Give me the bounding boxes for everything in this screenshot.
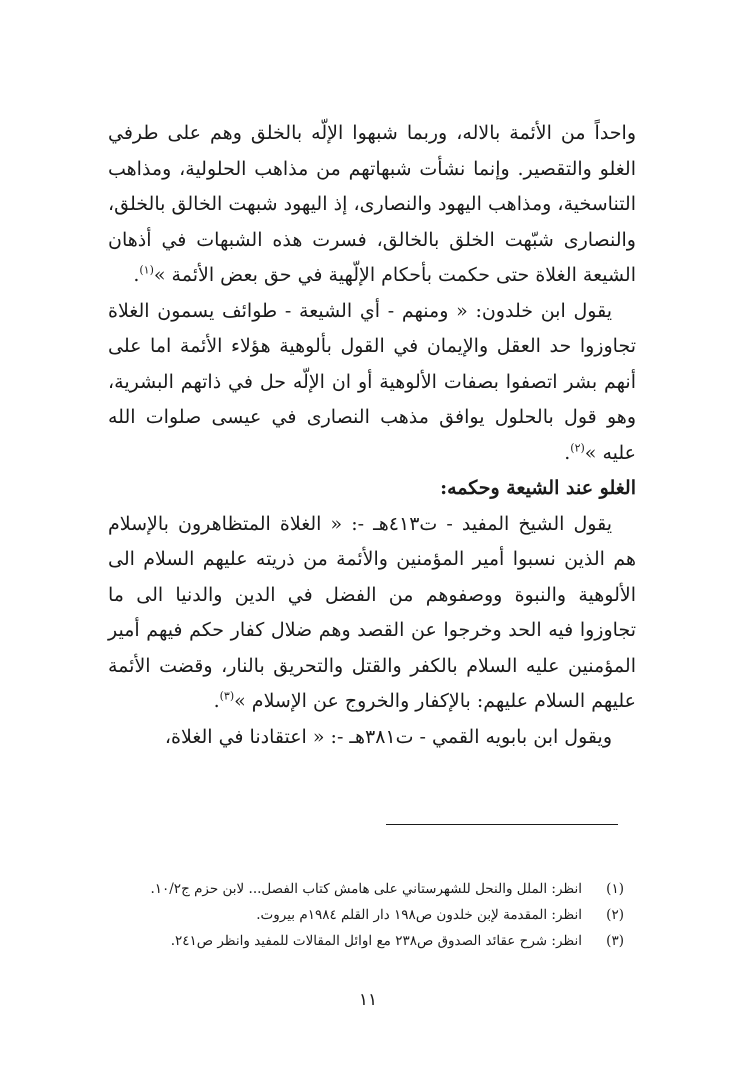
page-number: ١١ bbox=[358, 990, 378, 1010]
footnote-text: انظر: شرح عقائد الصدوق ص٢٣٨ مع اوائل المقالات للمفيد وانظر ص٢٤١. bbox=[170, 933, 582, 949]
footnote-ref-3[interactable]: (٣) bbox=[219, 689, 235, 703]
main-text bbox=[108, 116, 636, 755]
paragraph-3-text: يقول الشيخ المفيد - ت٤١٣هـ -: « الغلاة المتظاهرون بالإسلام هم الذين نسبوا أمير المؤمنين والأئمة من ذريته عليهم السلام الى الألوهية والنبوة ووصفوهم من الفضل في الدين والدنيا الى ما تجاوزوا فيه الحد وخرجوا عن القصد وهم ضلال كفار حكم فيهم أمير المؤمنين عليه السلام بالكفر والقتل والتحريق بالنار، وقضت الأئمة عليهم السلام عليهم: بالإكفار والخروج عن الإسلام » bbox=[108, 512, 636, 712]
paragraph-1-end: . bbox=[133, 264, 140, 286]
footnote-ref-1[interactable]: (١) bbox=[139, 263, 154, 277]
footnote-item bbox=[104, 876, 624, 902]
paragraph-1-text: واحداً من الأئمة بالاله، وربما شبهوا الإلّه بالخلق وهم على طرفي الغلو والتقصير. وإنما نشأت شبهاتهم من مذاهب الحلولية، ومذاهب التناسخية، ومذاهب اليهود والنصارى، إذ اليهود شبهت الخالق بالخلق، والنصارى شبّهت الخلق بالخالق، فسرت هذه الشبهات في أذهان الشيعة الغلاة حتى حكمت بأحكام الإلّهية في حق بعض الأئمة » bbox=[108, 122, 636, 286]
footnote-number: (١) bbox=[606, 881, 624, 897]
paragraph-2 bbox=[108, 294, 636, 472]
footnote-text: انظر: الملل والنحل للشهرستاني على هامش كتاب الفصل... لابن حزم ج١٠/٢. bbox=[150, 881, 582, 897]
footnote-text: انظر: المقدمة لإبن خلدون ص١٩٨ دار القلم ١٩٨٤م بيروت. bbox=[256, 907, 582, 923]
paragraph-2-text: يقول ابن خلدون: « ومنهم - أي الشيعة - طوائف يسمون الغلاة تجاوزوا حد العقل والإيمان في القول بألوهية هؤلاء الأئمة اما على أنهم بشر اتصفوا بصفات الألوهية أو ان الإلّه حل في ذاتهم البشرية، وهو قول بالحلول يوافق مذهب النصارى في عيسى صلوات الله عليه » bbox=[108, 299, 636, 464]
paragraph-1 bbox=[108, 116, 636, 294]
paragraph-2-end: . bbox=[564, 441, 571, 464]
footnote-number: (٢) bbox=[606, 907, 624, 923]
footnote-item bbox=[104, 928, 624, 954]
footnotes-list bbox=[104, 876, 624, 954]
footnote-ref-2[interactable]: (٢) bbox=[570, 441, 585, 455]
footnote-separator bbox=[386, 824, 618, 825]
footnote-item bbox=[104, 902, 624, 928]
footnote-number: (٣) bbox=[606, 933, 624, 949]
paragraph-4: ويقول ابن بابويه القمي - ت٣٨١هـ -: « اعتقادنا في الغلاة، bbox=[164, 725, 612, 748]
section-heading: الغلو عند الشيعة وحكمه: bbox=[440, 477, 636, 499]
paragraph-3-end: . bbox=[213, 690, 220, 712]
paragraph-3 bbox=[108, 507, 636, 720]
